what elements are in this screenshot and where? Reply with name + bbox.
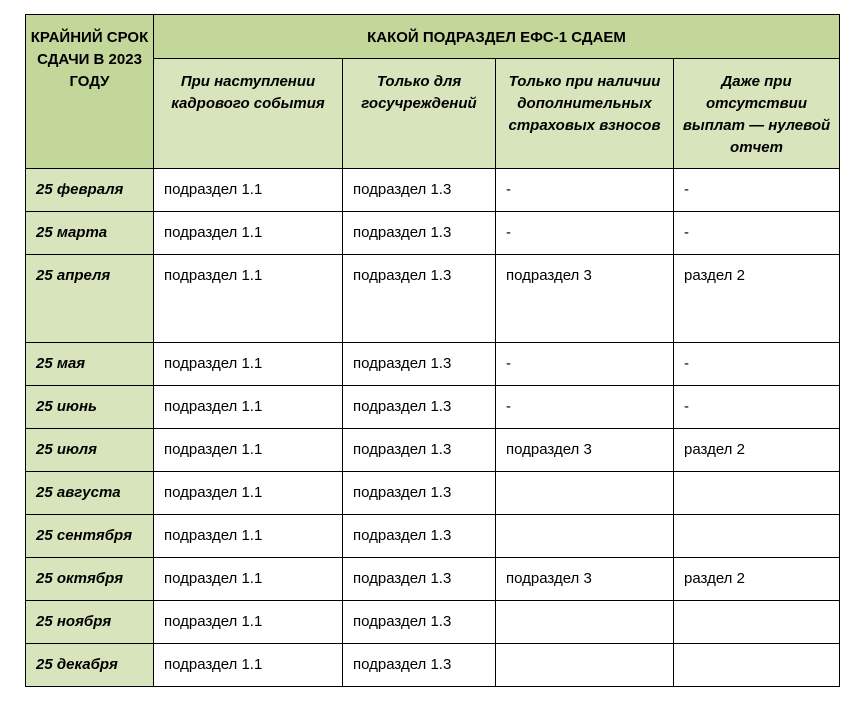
table-cell: - <box>496 343 674 386</box>
table-cell: подраздел 1.3 <box>343 386 496 429</box>
table-cell: - <box>496 386 674 429</box>
table-cell: подраздел 1.1 <box>154 212 343 255</box>
table-cell: подраздел 1.3 <box>343 169 496 212</box>
table-cell: - <box>674 212 840 255</box>
table-cell: - <box>674 343 840 386</box>
table-cell <box>674 472 840 515</box>
deadline-date-cell: 25 июля <box>26 429 154 472</box>
table-cell: подраздел 1.1 <box>154 386 343 429</box>
table-cell: подраздел 1.1 <box>154 255 343 343</box>
table-row <box>26 169 840 212</box>
column-header-personnel-event: При наступлении кадрового события <box>154 59 343 169</box>
table-row <box>26 601 840 644</box>
deadline-date-cell: 25 декабря <box>26 644 154 687</box>
deadline-date-cell: 25 сентября <box>26 515 154 558</box>
table-cell: подраздел 1.3 <box>343 255 496 343</box>
table-cell: подраздел 1.3 <box>343 601 496 644</box>
table-row <box>26 558 840 601</box>
table-cell <box>674 601 840 644</box>
table-cell <box>496 601 674 644</box>
deadline-date-cell: 25 апреля <box>26 255 154 343</box>
table-cell: подраздел 1.1 <box>154 472 343 515</box>
table-row <box>26 472 840 515</box>
table-cell: подраздел 3 <box>496 429 674 472</box>
table-cell: подраздел 1.1 <box>154 601 343 644</box>
table-row <box>26 515 840 558</box>
table-row <box>26 644 840 687</box>
table-cell: подраздел 1.3 <box>343 429 496 472</box>
efs-schedule-table-wrapper <box>25 14 840 687</box>
table-cell: подраздел 1.3 <box>343 343 496 386</box>
table-row <box>26 429 840 472</box>
table-cell: подраздел 3 <box>496 255 674 343</box>
table-cell: подраздел 1.1 <box>154 169 343 212</box>
column-header-additional-contributions: Только при наличии дополнительных страховых взносов <box>496 59 674 169</box>
deadline-date-cell: 25 ноября <box>26 601 154 644</box>
table-row <box>26 255 840 343</box>
table-cell: подраздел 1.3 <box>343 515 496 558</box>
deadline-date-cell: 25 августа <box>26 472 154 515</box>
table-cell: подраздел 3 <box>496 558 674 601</box>
table-cell: подраздел 1.1 <box>154 429 343 472</box>
deadline-header: КРАЙНИЙ СРОК СДАЧИ В 2023 ГОДУ <box>26 15 154 169</box>
table-cell: - <box>674 169 840 212</box>
subsection-main-header: КАКОЙ ПОДРАЗДЕЛ ЕФС-1 СДАЕМ <box>154 15 840 59</box>
efs-schedule-table <box>25 14 840 687</box>
table-cell <box>496 644 674 687</box>
table-cell <box>674 644 840 687</box>
table-cell <box>674 515 840 558</box>
deadline-date-cell: 25 июнь <box>26 386 154 429</box>
column-header-state-institutions: Только для госучреждений <box>343 59 496 169</box>
column-header-zero-report: Даже при отсутствии выплат — нулевой отчет <box>674 59 840 169</box>
deadline-date-cell: 25 мая <box>26 343 154 386</box>
table-row <box>26 386 840 429</box>
table-cell: подраздел 1.1 <box>154 515 343 558</box>
deadline-date-cell: 25 февраля <box>26 169 154 212</box>
table-cell: подраздел 1.1 <box>154 558 343 601</box>
table-cell <box>496 472 674 515</box>
table-cell: - <box>674 386 840 429</box>
table-cell: - <box>496 212 674 255</box>
deadline-date-cell: 25 марта <box>26 212 154 255</box>
table-cell <box>496 515 674 558</box>
table-cell: подраздел 1.3 <box>343 212 496 255</box>
table-cell: подраздел 1.3 <box>343 558 496 601</box>
table-cell: подраздел 1.1 <box>154 343 343 386</box>
table-cell: раздел 2 <box>674 255 840 343</box>
table-cell: раздел 2 <box>674 429 840 472</box>
deadline-date-cell: 25 октября <box>26 558 154 601</box>
table-row <box>26 212 840 255</box>
table-cell: - <box>496 169 674 212</box>
table-cell: подраздел 1.1 <box>154 644 343 687</box>
table-cell: подраздел 1.3 <box>343 644 496 687</box>
table-cell: раздел 2 <box>674 558 840 601</box>
table-row <box>26 343 840 386</box>
table-cell: подраздел 1.3 <box>343 472 496 515</box>
